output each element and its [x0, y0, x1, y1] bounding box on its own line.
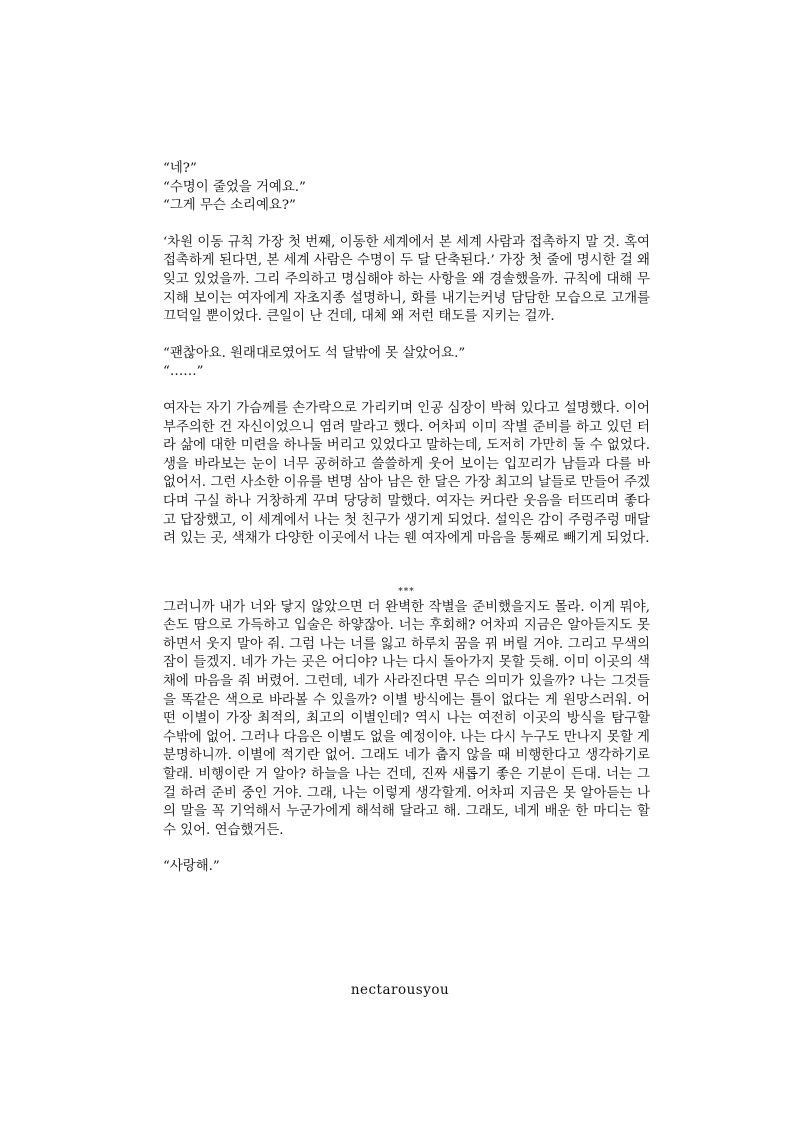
paragraph-farewell: 그러니까 내가 너와 닿지 않았으면 더 완벽한 작별을 준비했을지도 몰라. 이게 뭐야, 손도 땀으로 가득하고 입술은 하얗잖아. 너는 후회해? 어차피 지금은 알아듣지도 못하면서 웃지 말아 줘. 그럼 나는 너를 잃고 하루치 꿈을 꿔 버릴 거야. 그리고 무색의 잠이 들겠지. 네가 가는 곳은 어디야? 나는 다시 돌아가지 못할 듯해. 이미 이곳의 색채에 마음을 줘 버렸어. 그런데, 네가 사라진다면 무슨 의미가 있을까? 나는 그것들을 똑같은 색으로 바라볼 수 있을까? 이별 방식에는 틀이 없다는 게 원망스러워. 어떤 이별이 가장 최적의, 최고의 이별인데? 역시 나는 여전히 이곳의 방식을 탐구할 수밖에 없어. 그러나 다음은 이별도 없을 예정이야. 나는 다시 누구도 만나지 못할 게 분명하니까. 이별에 적기란 없어. 그래도 네가 춥지 않을 때 비행한다고 생각하기로 할래. 비행이란 거 알아? 하늘을 나는 건데, 진짜 새롭기 좋은 기분이 든대. 너는 그걸 하려 준비 중인 거야. 그래, 나는 이렇게 생각할게. 어차피 지금은 못 알아듣는 나의 말을 꼭 기억해서 누군가에게 해석해 달라고 해. 그래도, 네게 배운 한 마디는 할 수 있어. 연습했거든. — [163, 599, 650, 838]
document-body — [163, 160, 650, 877]
dialog-line: “수명이 줄었을 거예요.” — [163, 179, 306, 195]
dialog-line: “괜찮아요. 원래대로였어도 석 달밖에 못 살았어요.” — [163, 345, 466, 361]
dialog-block-2 — [163, 345, 650, 382]
dialog-line: “그게 무슨 소리예요?” — [163, 198, 296, 214]
paragraph-rules: ‘차원 이동 규칙 가장 첫 번째, 이동한 세계에서 본 세계 사람과 접촉하지 말 것. 혹여 접촉하게 된다면, 본 세계 사람은 수명이 두 달 단축된다.’ 가장 첫 줄에 명시한 걸 왜 잊고 있었을까. 그리 주의하고 명심해야 하는 사항을 왜 경솔했을까. 규칙에 대해 무지해 보이는 여자에게 자초지종 설명하니, 화를 내기는커녕 담담한 모습으로 고개를 끄덕일 뿐이었다. 큰일이 난 건데, 대체 왜 저런 태도를 지키는 걸까. — [163, 234, 650, 325]
final-dialog-line: “사랑해.” — [163, 859, 220, 875]
paragraph-heart: 여자는 자기 가슴께를 손가락으로 가리키며 인공 심장이 박혀 있다고 설명했다. 이어 부주의한 건 자신이었으니 염려 말라고 했다. 어차피 이미 작별 준비를 하고 있던 터라 삶에 대한 미련을 하나둘 버리고 있었다고 말하는데, 도저히 가만히 둘 수 없었다. 생을 바라보는 눈이 너무 공허하고 쓸쓸하게 웃어 보이는 입꼬리가 남들과 다를 바 없어서. 그런 사소한 이유를 변명 삼아 남은 한 달은 가장 최고의 날들로 만들어 주겠다며 구실 하나 거창하게 꾸며 당당히 말했다. 여자는 커다란 웃음을 터뜨리며 좋다고 답장했고, 이 세계에서 나는 첫 친구가 생기게 되었다. 설익은 감이 주렁주렁 매달려 있는 곳, 색채가 다양한 이곳에서 나는 웬 여자에게 마음을 통째로 빼기게 되었다. — [163, 400, 650, 547]
author-signature: nectarousyou — [350, 982, 450, 998]
dialog-line: “……” — [163, 364, 204, 380]
dialog-block-1 — [163, 160, 650, 216]
section-separator: *** — [398, 586, 415, 597]
dialog-line: “네?” — [163, 161, 197, 176]
